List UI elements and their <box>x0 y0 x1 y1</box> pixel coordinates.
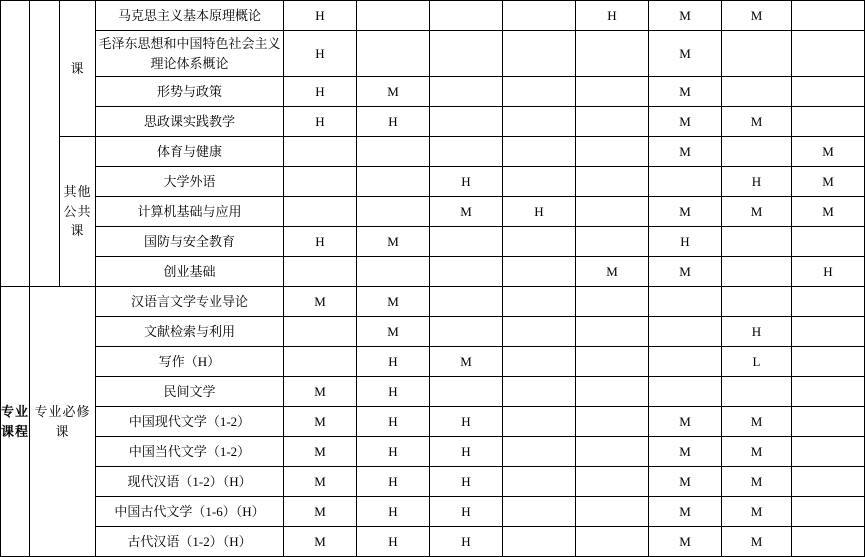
mark-cell: H <box>430 467 503 497</box>
mark-cell <box>792 31 865 77</box>
mark-cell <box>503 377 576 407</box>
mark-cell <box>576 467 649 497</box>
mark-cell <box>503 31 576 77</box>
table-row <box>1 347 865 377</box>
group-label-other-public: 其他 公共 课 <box>60 137 96 287</box>
mark-cell <box>503 167 576 197</box>
mark-cell <box>576 137 649 167</box>
mark-cell <box>284 137 357 167</box>
mark-cell <box>722 257 792 287</box>
mark-cell <box>503 77 576 107</box>
course-name: 国防与安全教育 <box>96 227 284 257</box>
mark-cell <box>576 377 649 407</box>
mark-cell <box>503 107 576 137</box>
mark-cell <box>503 317 576 347</box>
mark-cell: M <box>792 197 865 227</box>
mark-cell <box>284 347 357 377</box>
table-row <box>1 407 865 437</box>
mark-cell <box>430 1 503 31</box>
mark-cell: M <box>649 467 722 497</box>
mark-cell <box>722 77 792 107</box>
table-row <box>1 257 865 287</box>
mark-cell <box>430 227 503 257</box>
mark-cell <box>576 437 649 467</box>
mark-cell: M <box>722 497 792 527</box>
mark-cell: M <box>722 467 792 497</box>
mark-cell <box>430 137 503 167</box>
table-row <box>1 497 865 527</box>
mark-cell: M <box>649 497 722 527</box>
mark-cell <box>576 167 649 197</box>
mark-cell: M <box>722 107 792 137</box>
mark-cell: M <box>284 377 357 407</box>
mark-cell: H <box>357 347 430 377</box>
mark-cell <box>430 377 503 407</box>
mark-cell: H <box>284 77 357 107</box>
table-row <box>1 167 865 197</box>
mark-cell: H <box>357 437 430 467</box>
mark-cell: M <box>284 497 357 527</box>
mark-cell: M <box>722 437 792 467</box>
course-name: 体育与健康 <box>96 137 284 167</box>
course-name: 创业基础 <box>96 257 284 287</box>
mark-cell: H <box>430 527 503 557</box>
mark-cell: M <box>792 137 865 167</box>
subcategory-cell-public <box>30 1 60 287</box>
mark-cell <box>792 107 865 137</box>
mark-cell: H <box>792 257 865 287</box>
mark-cell: M <box>722 197 792 227</box>
mark-cell: H <box>649 227 722 257</box>
table-row <box>1 287 865 317</box>
mark-cell <box>792 497 865 527</box>
mark-cell <box>357 137 430 167</box>
mark-cell <box>792 1 865 31</box>
mark-cell: M <box>649 77 722 107</box>
mark-cell <box>576 287 649 317</box>
mark-cell: M <box>357 317 430 347</box>
mark-cell <box>357 1 430 31</box>
course-name: 写作（H） <box>96 347 284 377</box>
mark-cell <box>284 167 357 197</box>
mark-cell <box>357 31 430 77</box>
mark-cell: M <box>357 287 430 317</box>
mark-cell: M <box>649 197 722 227</box>
mark-cell: H <box>576 1 649 31</box>
mark-cell: M <box>722 407 792 437</box>
course-name: 汉语言文学专业导论 <box>96 287 284 317</box>
course-name: 文献检索与利用 <box>96 317 284 347</box>
course-name: 毛泽东思想和中国特色社会主义理论体系概论 <box>96 31 284 77</box>
table-row <box>1 107 865 137</box>
mark-cell: H <box>357 497 430 527</box>
course-name: 现代汉语（1-2）（H） <box>96 467 284 497</box>
mark-cell: M <box>792 167 865 197</box>
mark-cell <box>792 437 865 467</box>
table-row <box>1 437 865 467</box>
mark-cell <box>357 167 430 197</box>
mark-cell <box>503 287 576 317</box>
course-name: 中国当代文学（1-2） <box>96 437 284 467</box>
mark-cell <box>430 257 503 287</box>
mark-cell: M <box>284 407 357 437</box>
course-name: 古代汉语（1-2）（H） <box>96 527 284 557</box>
mark-cell: M <box>284 527 357 557</box>
mark-cell <box>576 527 649 557</box>
mark-cell <box>792 347 865 377</box>
mark-cell <box>503 257 576 287</box>
mark-cell <box>722 377 792 407</box>
course-name: 计算机基础与应用 <box>96 197 284 227</box>
mark-cell: M <box>722 1 792 31</box>
mark-cell: M <box>649 257 722 287</box>
mark-cell: H <box>430 437 503 467</box>
mark-cell <box>357 257 430 287</box>
table-row <box>1 227 865 257</box>
mark-cell: M <box>649 31 722 77</box>
mark-cell <box>503 227 576 257</box>
mark-cell: M <box>649 407 722 437</box>
table-row <box>1 137 865 167</box>
table-row <box>1 377 865 407</box>
mark-cell: M <box>649 1 722 31</box>
course-name: 中国现代文学（1-2） <box>96 407 284 437</box>
mark-cell <box>792 77 865 107</box>
mark-cell: M <box>284 287 357 317</box>
mark-cell: M <box>649 437 722 467</box>
mark-cell <box>503 137 576 167</box>
mark-cell: M <box>649 527 722 557</box>
mark-cell: H <box>722 167 792 197</box>
mark-cell <box>792 227 865 257</box>
mark-cell <box>503 527 576 557</box>
category-cell-public <box>1 1 30 287</box>
mark-cell <box>503 497 576 527</box>
mark-cell <box>576 407 649 437</box>
mark-cell <box>649 347 722 377</box>
table-row <box>1 1 865 31</box>
mark-cell <box>792 527 865 557</box>
mark-cell <box>284 197 357 227</box>
mark-cell <box>792 317 865 347</box>
mark-cell <box>503 437 576 467</box>
mark-cell <box>576 317 649 347</box>
category-label-professional: 专业 课程 <box>1 287 30 557</box>
mark-cell <box>357 197 430 227</box>
mark-cell <box>792 467 865 497</box>
mark-cell <box>576 347 649 377</box>
mark-cell: H <box>722 317 792 347</box>
mark-cell <box>430 31 503 77</box>
table-row <box>1 197 865 227</box>
course-name: 大学外语 <box>96 167 284 197</box>
mark-cell: M <box>430 347 503 377</box>
table-row <box>1 77 865 107</box>
mark-cell: L <box>722 347 792 377</box>
table-row <box>1 467 865 497</box>
course-name: 形势与政策 <box>96 77 284 107</box>
mark-cell: M <box>284 467 357 497</box>
mark-cell: H <box>430 407 503 437</box>
course-name: 中国古代文学（1-6）（H） <box>96 497 284 527</box>
course-name: 思政课实践教学 <box>96 107 284 137</box>
mark-cell <box>792 407 865 437</box>
mark-cell: M <box>284 437 357 467</box>
mark-cell <box>649 287 722 317</box>
mark-cell: M <box>722 527 792 557</box>
mark-cell <box>503 407 576 437</box>
mark-cell <box>430 317 503 347</box>
mark-cell: H <box>284 1 357 31</box>
mark-cell <box>284 317 357 347</box>
course-name: 马克思主义基本原理概论 <box>96 1 284 31</box>
mark-cell <box>792 287 865 317</box>
group-label-ideology: 课 <box>60 1 96 137</box>
mark-cell: H <box>357 107 430 137</box>
mark-cell <box>503 1 576 31</box>
mark-cell <box>284 257 357 287</box>
mark-cell: H <box>284 227 357 257</box>
mark-cell <box>576 497 649 527</box>
mark-cell <box>430 77 503 107</box>
group-label-major-required: 专业必修课 <box>30 287 96 557</box>
mark-cell: M <box>649 137 722 167</box>
mark-cell <box>430 107 503 137</box>
table-row <box>1 31 865 77</box>
mark-cell <box>649 317 722 347</box>
mark-cell <box>576 31 649 77</box>
mark-cell: M <box>649 107 722 137</box>
mark-cell: H <box>284 31 357 77</box>
mark-cell: H <box>503 197 576 227</box>
mark-cell: M <box>357 227 430 257</box>
mark-cell <box>576 77 649 107</box>
mark-cell <box>649 377 722 407</box>
mark-cell <box>722 227 792 257</box>
mark-cell: M <box>576 257 649 287</box>
mark-cell: M <box>357 77 430 107</box>
mark-cell: H <box>284 107 357 137</box>
mark-cell: H <box>357 377 430 407</box>
mark-cell <box>430 287 503 317</box>
mark-cell: H <box>357 527 430 557</box>
mark-cell: M <box>430 197 503 227</box>
mark-cell <box>722 137 792 167</box>
mark-cell: H <box>357 467 430 497</box>
course-name: 民间文学 <box>96 377 284 407</box>
mark-cell <box>576 197 649 227</box>
table-row <box>1 317 865 347</box>
mark-cell <box>576 107 649 137</box>
mark-cell <box>649 167 722 197</box>
mark-cell: H <box>430 497 503 527</box>
mark-cell: H <box>430 167 503 197</box>
mark-cell: H <box>357 407 430 437</box>
table-row <box>1 527 865 557</box>
mark-cell <box>722 31 792 77</box>
mark-cell <box>503 467 576 497</box>
mark-cell <box>722 287 792 317</box>
mark-cell <box>576 227 649 257</box>
mark-cell <box>503 347 576 377</box>
mark-cell <box>792 377 865 407</box>
